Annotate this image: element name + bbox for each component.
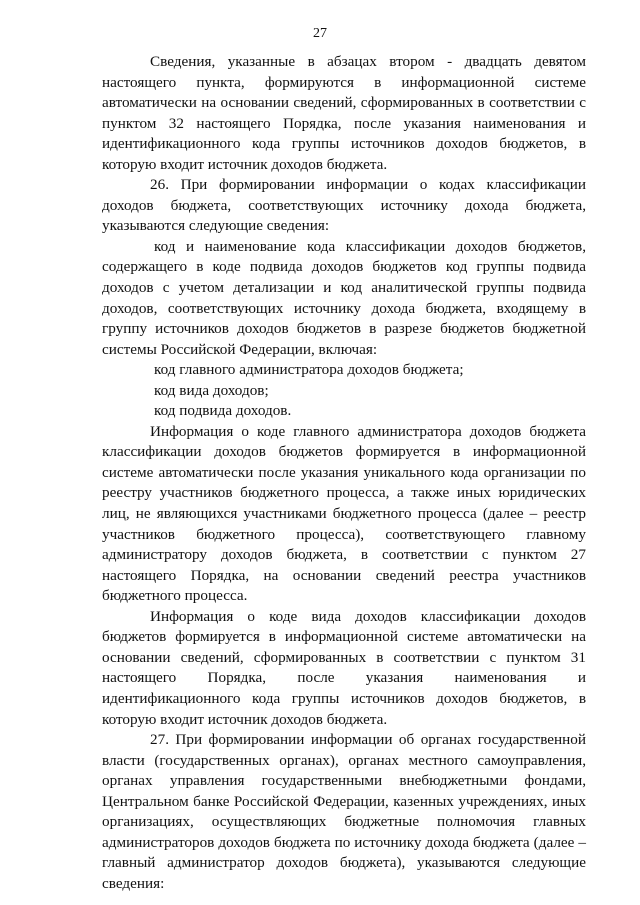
paragraph-admin-code-info: Информация о коде главного администратора доходов бюджета классификации доходов бюджетов формируется в информационной системе автоматически после указания уникального кода организации по реестру участников бюджетного процесса, а также иных юридических лиц, не являющихся участниками бюджетного процесса (далее – реестр участников бюджетного процесса), соответствующего главному администратору доходов бюджета, в соответствии с пунктом 27 настоящего Порядка, на основании сведений реестра участников бюджетного процесса. <box>102 422 586 605</box>
paragraph-sources-info: Сведения, указанные в абзацах втором - двадцать девятом настоящего пункта, формируются в информационной системе автоматически на основании сведений, сформированных в соответствии с пунктом 32 настоящего Порядка, после указания наименования и идентификационного кода группы источников доходов бюджетов, в которую входит источник доходов бюджета. <box>102 53 586 173</box>
list-item-revenue-type-code: код вида доходов; <box>154 381 269 399</box>
page-number: 27 <box>313 26 327 41</box>
paragraph-classification-code: код и наименование кода классификации доходов бюджетов, содержащего в коде подвида доходов бюджетов код группы подвида доходов с учетом детализации и код аналитической группы подвида доходов, соответствующих источнику дохода бюджета, входящему в группу источников доходов бюджетов в разрезе бюджетов бюджетной системы Российской Федерации, включая: <box>102 237 586 358</box>
paragraph-revenue-type-info: Информация о коде вида доходов классификации доходов бюджетов формируется в информационной системе автоматически на основании сведений, сформированных в соответствии с пунктом 31 настоящего Порядка, после указания наименования и идентификационного кода группы источников доходов бюджетов, в которую входит источник доходов бюджета. <box>102 607 586 728</box>
paragraph-item-27: 27. При формировании информации об органах государственной власти (государственных органах), органах местного самоуправления, органах управления государственными внебюджетными фондами, Центральном банке Российской Федерации, казенных учреждениях, иных организациях, осуществляющих бюджетные полномочия главных администраторов доходов бюджета по источнику дохода бюджета (далее – главный администратор доходов бюджета), указываются следующие сведения: <box>102 731 586 892</box>
paragraph-item-26: 26. При формировании информации о кодах классификации доходов бюджета, соответствующих источнику дохода бюджета, указываются следующие сведения: <box>102 176 586 235</box>
list-item-admin-code: код главного администратора доходов бюджета; <box>154 361 464 379</box>
list-item-revenue-subtype-code: код подвида доходов. <box>154 402 292 420</box>
document-body <box>102 52 586 894</box>
